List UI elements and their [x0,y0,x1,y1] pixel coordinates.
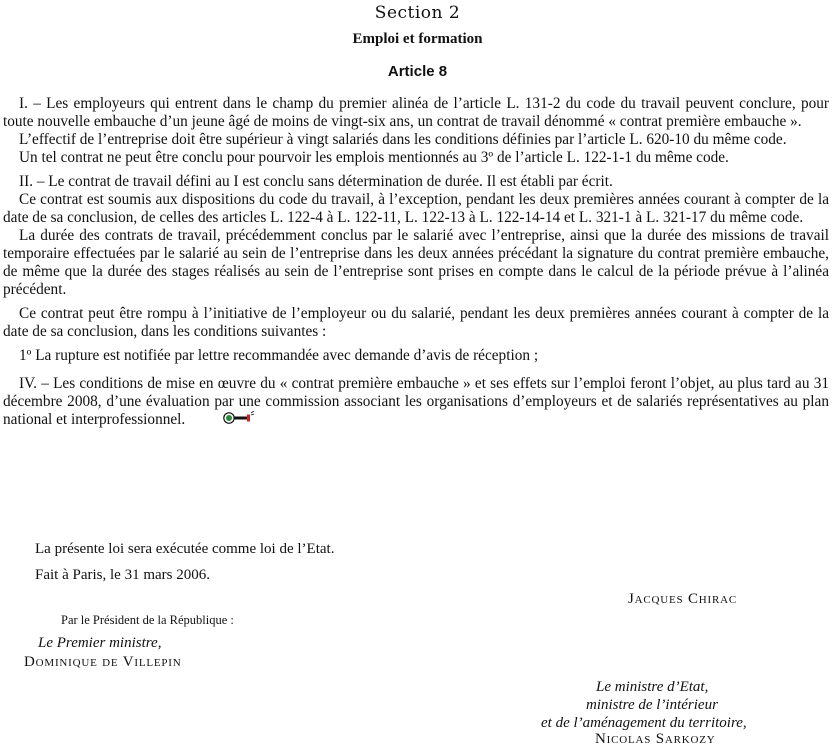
paragraph-4: II. – Le contrat de travail défini au I est conclu sans détermination de durée. Il est établi par écrit. [19,173,613,190]
president-signature: Jacques Chirac [628,591,738,607]
paragraph-9 [3,375,829,429]
paragraph-9-text: IV. – Les conditions de mise en œuvre du « contrat première embauche » et ses effets sur l’emploi feront l’objet, au plus tard au 31 décembre 2008, d’une évaluation par une commission associant les organisations d’employeurs et de salariés représentatives au plan national et interprofessionnel. [3,375,829,428]
minister-title-line-1: Le ministre d’Etat, [596,679,709,695]
paragraph-7: Ce contrat peut être rompu à l’initiative de l’employeur ou du salarié, pendant les deux premières années courant à compter de la date de sa conclusion, dans les conditions suivantes : [3,305,829,340]
minister-title-line-3: et de l’aménagement du territoire, [541,715,747,731]
paragraph-2: L’effectif de l’entreprise doit être supérieur à vingt salariés dans les conditions définies par l’article L. 620-10 du même code. [19,131,787,148]
by-president-label: Par le Président de la République : [61,613,234,627]
article-body [3,95,829,429]
section-title: Emploi et formation [352,31,483,47]
prime-minister-signature: Dominique de Villepin [24,654,182,670]
execution-statement: La présente loi sera exécutée comme loi de l’Etat. [35,541,335,557]
article-heading: Article 8 [387,63,448,80]
prime-minister-title: Le Premier ministre, [38,635,162,651]
paragraph-5: Ce contrat est soumis aux dispositions du code du travail, à l’exception, pendant les deux premières années courant à compter de la date de sa conclusion, de celles des articles L. 122-4 à L. 122-11, L. 122-13 à L. 122-14-14 et L. 321-1 à L. 321-17 du même code. [3,191,829,226]
minister-signature: Nicolas Sarkozy [595,731,716,747]
paragraph-3: Un tel contrat ne peut être conclu pour pourvoir les emplois mentionnés au 3º de l’article L. 122-1-1 du même code. [19,149,729,166]
paragraph-6: La durée des contrats de travail, précédemment conclus par le salarié avec l’entreprise, ainsi que la durée des missions de travail temporaire effectuées par le salarié au sein de l’entreprise dans les deux années précédant la signature du contrat première embauche, de même que la durée des stages réalisés au sein de l’entreprise sont prises en compte dans le calcul de la période prévue à l’alinéa précédent. [3,227,829,298]
section-heading: Section 2 [374,3,461,23]
thermometer-stamp-icon [207,411,239,425]
signing-date: Fait à Paris, le 31 mars 2006. [35,567,210,583]
paragraph-8: 1º La rupture est notifiée par lettre recommandée avec demande d’avis de réception ; [19,347,539,364]
minister-title-line-2: ministre de l’intérieur [586,697,718,713]
paragraph-1: I. – Les employeurs qui entrent dans le champ du premier alinéa de l’article L. 131-2 du code du travail peuvent conclure, pour toute nouvelle embauche d’un jeune âgé de moins de vingt-six ans, un contrat de travail dénommé « contrat première embauche ». [3,95,829,130]
